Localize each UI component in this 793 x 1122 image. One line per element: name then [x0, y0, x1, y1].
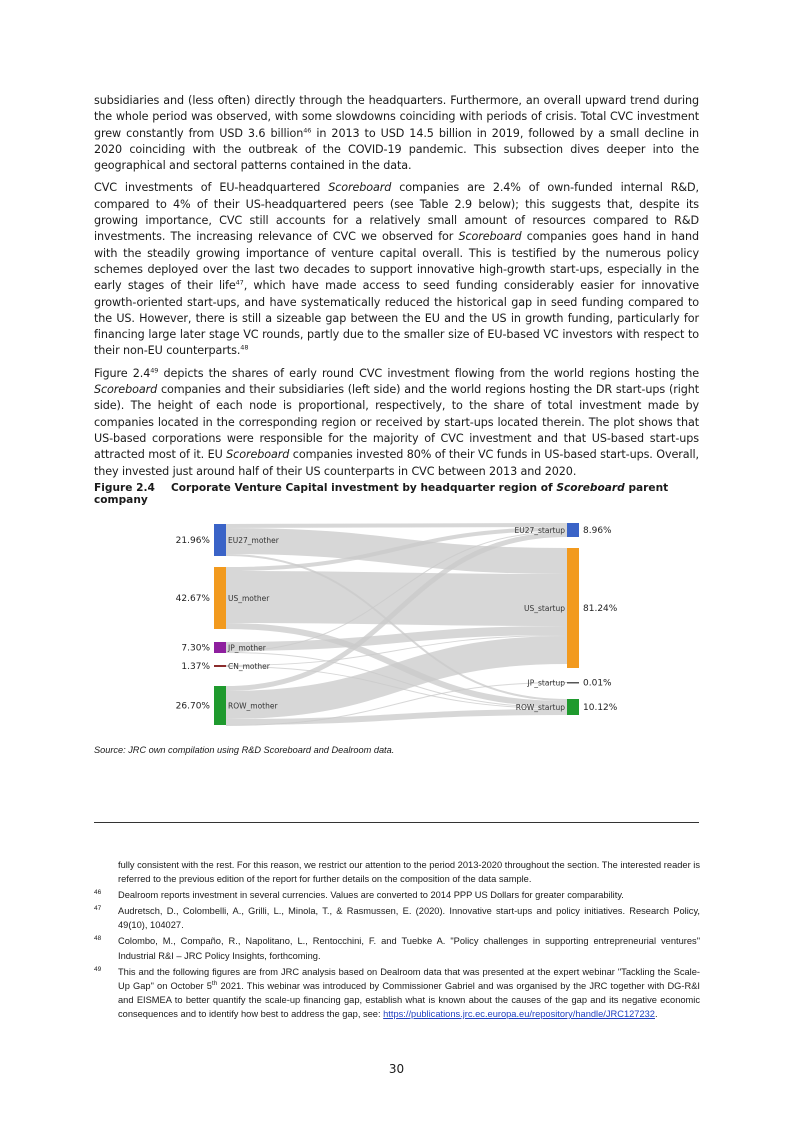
footnote-continuation: fully consistent with the rest. For this reason, we restrict our attention to the period 2013-2020 throughout the section. The interested reader is referred to the previous edition of the report for further details on the composition of the data sample.	[118, 860, 700, 885]
node-name-label: US_mother	[228, 594, 270, 603]
figure-number: Figure 2.4	[94, 482, 155, 494]
node-share-label: 1.37%	[181, 662, 210, 672]
right-node	[514, 523, 612, 537]
node-share-label: 7.30%	[181, 643, 210, 654]
node-name-label: JP_startup	[527, 678, 565, 688]
node-share-label: 42.67%	[175, 594, 210, 604]
paragraph: subsidiaries and (less often) directly through the headquarters. Furthermore, an overall upward trend during the whole period was observed, with some slowdowns coinciding with periods of crisis. Total CVC investment grew constantly from USD 3.6 billion$^{46}$ in 2013 to USD 14.5 billion in 2019, followed by a small decline in 2020 coinciding with the outbreak of the COVID-19 pandemic. This subsection dives deeper into the geographical and sectoral patterns contained in the data.	[94, 94, 699, 173]
node-bar	[567, 548, 579, 668]
node-name-label: CN_mother	[228, 662, 270, 671]
node-share-label: 8.96%	[583, 526, 612, 536]
footnote-47: 47 Audretsch, D., Colombelli, A., Grilli, L., Minola, T., & Rasmussen, E. (2020). Innovative start-ups and policy initiatives. Research Policy, 49(10), 104027.	[94, 905, 700, 931]
footnote-46: 46 Dealroom reports investment in several currencies. Values are converted to 2014 PPP US Dollars for greater comparability.	[94, 889, 624, 901]
figure-source: Source: JRC own compilation using R&D Scoreboard and Dealroom data.	[94, 745, 395, 755]
node-name-label: EU27_mother	[228, 536, 279, 545]
node-share-label: 0.01%	[583, 678, 612, 689]
jrc-repository-link[interactable]: https://publications.jrc.ec.europa.eu/repository/handle/JRC127232	[383, 1008, 655, 1019]
node-name-label: JP_mother	[228, 643, 266, 653]
node-share-label: 10.12%	[583, 703, 618, 713]
sankey-chart	[160, 518, 640, 728]
left-node	[181, 642, 266, 654]
page-number: 30	[388, 1062, 405, 1076]
paragraph: Figure $2.4^{49}$ depicts the shares of early round CVC investment flowing from the world regions hosting the Scoreboard companies and their subsidiaries (left side) and the world regions hosting the DR start-ups (right side). The height of each node is proportional, respectively, to the share of total investment made by companies located in the corresponding region or received by start-ups located therein. The plot shows that US-based corporations were responsible for the majority of CVC investment and that US-based start-ups attracted most of it. EU Scoreboard companies invested 80% of their VC funds in US-based start-ups. Overall, they invested just around half of their US counterparts in CVC between 2013 and 2020.	[94, 366, 699, 478]
node-bar	[567, 682, 579, 684]
node-share-label: 21.96%	[175, 536, 210, 546]
footnote-49: 49 This and the following figures are from JRC analysis based on Dealroom data that was presented at the expert webinar "Tackling the Scale-Up Gap" on October 5th 2021. This webinar was introduced by Commissioner Gabriel and was organised by the JRC together with DG-R&I and EISMEA to better quantify the scale-up financing gap, establish what is known about the causes of the gap and its negative economic consequences and to identify how best to address the gap, see: https://publications.jrc.ec.europa.eu/repository/handle/JRC127232.	[94, 965, 701, 1019]
footnote-48: 48 Colombo, M., Compaño, R., Napolitano, L., Rentocchini, F. and Tuebke A. "Policy challenges in supporting entrepreneurial ventures" Industrial R&I – JRC Policy Insights, forthcoming.	[94, 935, 700, 961]
node-name-label: US_startup	[524, 604, 565, 613]
node-bar	[214, 567, 226, 629]
node-bar	[214, 524, 226, 556]
node-bar	[214, 686, 226, 725]
node-bar	[214, 642, 226, 653]
node-bar	[567, 699, 579, 715]
node-bar	[214, 665, 226, 667]
right-node	[527, 679, 613, 689]
node-name-label: ROW_mother	[228, 701, 278, 711]
sankey-link	[226, 650, 567, 705]
sankey-links	[226, 525, 567, 726]
footnotes	[94, 858, 700, 1023]
sankey-link	[226, 597, 567, 600]
node-share-label: 81.24%	[583, 604, 618, 614]
footnote-divider	[94, 822, 699, 823]
node-name-label: ROW_startup	[515, 703, 565, 712]
node-share-label: 26.70%	[175, 701, 210, 712]
main-text	[94, 93, 699, 486]
paragraph: CVC investments of EU-headquartered Scoreboard companies are 2.4% of own-funded internal R&D, compared to 4% of their US-headquartered peers (see Table 2.9 below); this suggests that, despite its growing importance, CVC still accounts for a relatively small amount of resources compared to R&D investments. The increasing relevance of CVC we observed for Scoreboard companies goes hand in hand with the steadily growing importance of venture capital overall. This is testified by the numerous policy schemes deployed over the last two decades to support innovative high-growth start-ups, especially in the early stages of their life$^{47}$, which have made access to seed funding considerably easier for innovative growth-oriented start-ups, and have systematically reduced the historical gap in seed funding compared to the US. However, there is still a sizeable gap between the EU and the US in growth funding, particularly for financing large later stage VC rounds, partly due to the smaller size of EU-based VC investors with respect to their non-EU counterparts.$^{48}$	[94, 181, 699, 358]
node-name-label: EU27_startup	[514, 526, 565, 535]
node-bar	[567, 523, 579, 537]
figure-title: Figure 2.4 Corporate Venture Capital investment by headquarter region of Scoreboard parent company	[94, 482, 669, 506]
